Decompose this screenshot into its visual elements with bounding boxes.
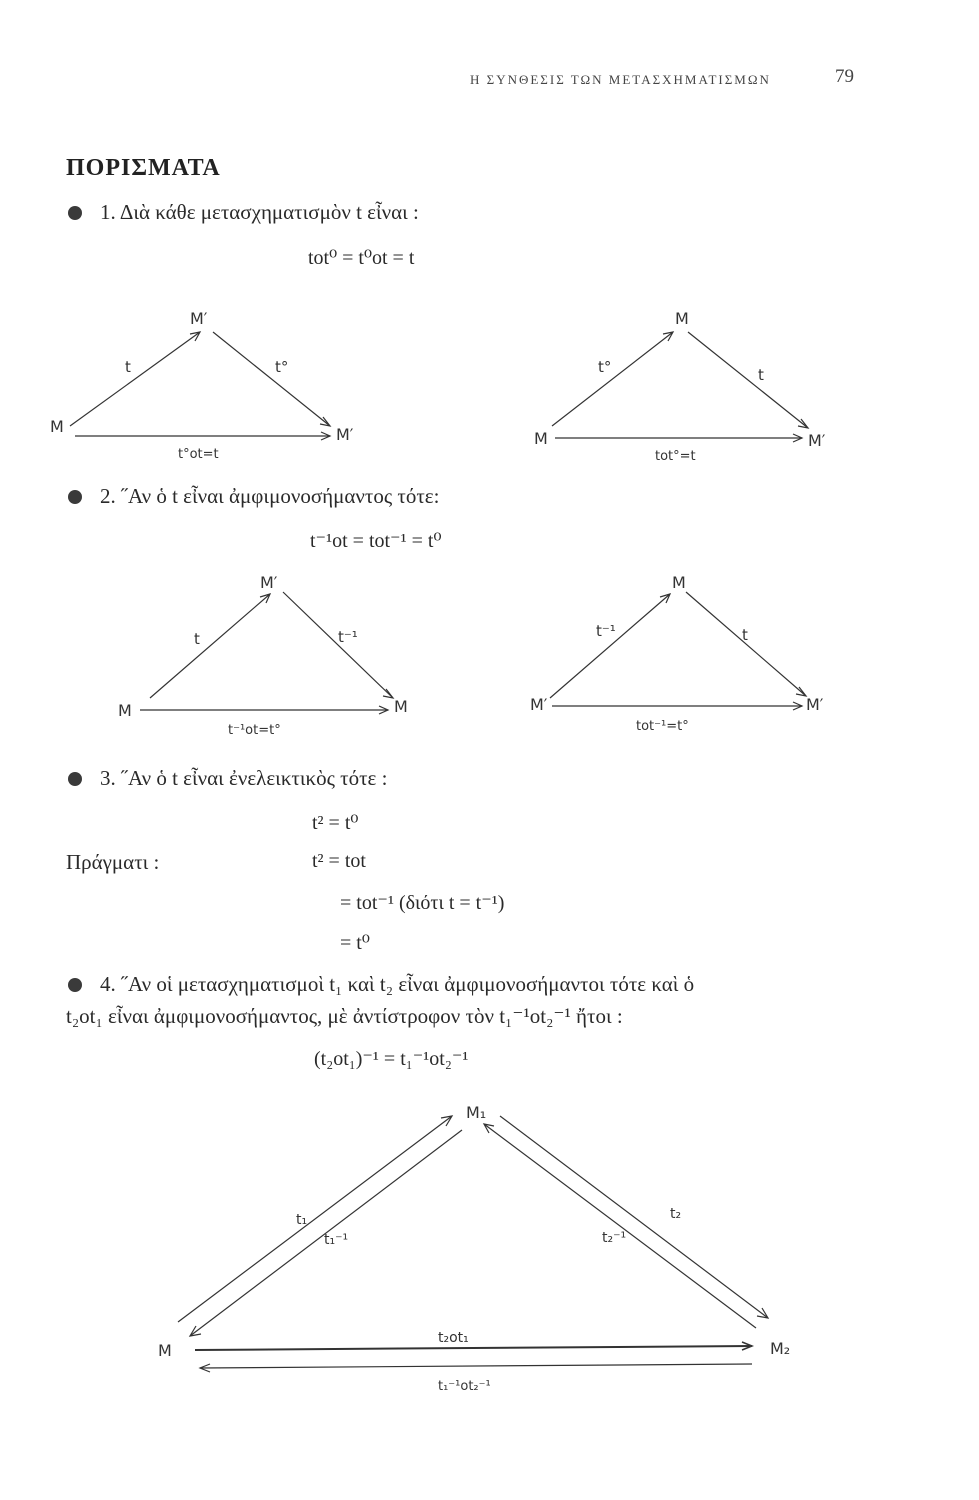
item-text: ˝Αν ὁ t εἶναι ἐνελεικτικὸς τότε : bbox=[121, 766, 388, 790]
diagram-2a bbox=[110, 570, 430, 750]
item-text: ˝Αν ὁ t εἶναι ἀμφιμονοσήμαντος τότε: bbox=[121, 484, 440, 508]
diagram-edge bbox=[688, 332, 808, 428]
formula-1: tot⁰ = t⁰ot = t bbox=[308, 247, 415, 269]
node-top: M bbox=[675, 309, 689, 328]
edge-label-right-inv: t₂⁻¹ bbox=[602, 1230, 627, 1246]
item-text: Διὰ κάθε μετασχηματισμὸν t εἶναι : bbox=[119, 200, 419, 224]
formula-3d: = t⁰ bbox=[340, 932, 370, 954]
node-left: M bbox=[534, 429, 548, 448]
edge-label-bottom: t°ot=t bbox=[178, 447, 219, 462]
node-left: M bbox=[118, 701, 132, 720]
diagram-edge bbox=[195, 1346, 752, 1350]
bullet-icon bbox=[68, 206, 82, 220]
edge-label-left-fwd: t₁ bbox=[296, 1212, 308, 1228]
edge-label-bottom: tot⁻¹=t° bbox=[636, 719, 689, 734]
edge-label-bottom-inv: t₁⁻¹ot₂⁻¹ bbox=[438, 1379, 491, 1394]
edge-label-right: t° bbox=[275, 358, 289, 376]
diagram-edge bbox=[178, 1116, 452, 1322]
bullet-icon bbox=[68, 772, 82, 786]
diagram-edge bbox=[70, 332, 200, 426]
node-top: M′ bbox=[260, 573, 278, 592]
node-top: M bbox=[672, 573, 686, 592]
edge-label-left: t⁻¹ bbox=[596, 622, 616, 640]
node-right: M′ bbox=[808, 431, 826, 450]
edge-label-left: t bbox=[125, 358, 131, 376]
node-left: M′ bbox=[530, 695, 548, 714]
item-number: 3. bbox=[100, 766, 116, 790]
node-top: M′ bbox=[190, 309, 208, 328]
bullet-icon bbox=[68, 978, 82, 992]
node-left: M bbox=[50, 417, 64, 436]
diagram-edge bbox=[213, 332, 330, 426]
item-number: 2. bbox=[100, 484, 116, 508]
diagram-edge bbox=[150, 594, 270, 698]
edge-label-bottom: tot°=t bbox=[655, 449, 696, 464]
edge-label-right-fwd: t₂ bbox=[670, 1206, 682, 1222]
edge-label-bottom: t⁻¹ot=t° bbox=[228, 723, 281, 738]
formula-2: t⁻¹ot = tot⁻¹ = t⁰ bbox=[310, 530, 442, 552]
running-header: Η ΣΥΝΘΕΣΙΣ ΤΩΝ ΜΕΤΑΣΧΗΜΑΤΙΣΜΩΝ bbox=[470, 72, 771, 87]
diagram-2b bbox=[530, 570, 870, 750]
diagram-edge bbox=[500, 1116, 768, 1318]
edge-label-left: t bbox=[194, 630, 200, 648]
item-4 bbox=[100, 972, 694, 997]
item-text: ˝Αν οἱ μετασχηματισμοὶ t₁ καὶ t₂ εἶναι ἀμφιμονοσήμαντοι τότε καὶ ὁ bbox=[121, 972, 695, 996]
section-title: ΠΟΡΙΣΜΑΤΑ bbox=[66, 155, 221, 181]
edge-label-right: t⁻¹ bbox=[338, 628, 358, 646]
node-top: M₁ bbox=[466, 1103, 487, 1122]
item-2 bbox=[100, 484, 439, 509]
diagram-4 bbox=[140, 1100, 840, 1400]
node-right: M′ bbox=[806, 695, 824, 714]
item-3 bbox=[100, 766, 387, 791]
node-left: M bbox=[158, 1341, 172, 1360]
formula-3b: t² = tot bbox=[312, 850, 366, 872]
formula-4: (t₂ot₁)⁻¹ = t₁⁻¹ot₂⁻¹ bbox=[314, 1048, 469, 1070]
diagram-edge bbox=[550, 594, 670, 698]
diagram-edge bbox=[552, 332, 673, 426]
diagram-edge bbox=[200, 1364, 752, 1368]
node-right: M₂ bbox=[770, 1339, 791, 1358]
item-number: 1. bbox=[100, 200, 116, 224]
formula-3c: = tot⁻¹ (διότι t = t⁻¹) bbox=[340, 892, 505, 914]
proof-label: Πράγματι : bbox=[66, 850, 160, 874]
bullet-icon bbox=[68, 490, 82, 504]
formula-3a: t² = t⁰ bbox=[312, 812, 359, 834]
node-right: M′ bbox=[336, 425, 354, 444]
diagram-edge bbox=[686, 592, 806, 696]
diagram-1a bbox=[40, 300, 440, 475]
edge-label-right: t bbox=[758, 366, 764, 384]
edge-label-right: t bbox=[742, 626, 748, 644]
page-number: 79 bbox=[835, 66, 854, 87]
diagram-1b bbox=[530, 300, 870, 475]
edge-label-bottom-fwd: t₂ot₁ bbox=[438, 1330, 469, 1346]
item-1 bbox=[100, 200, 419, 225]
item-number: 4. bbox=[100, 972, 116, 996]
edge-label-left-inv: t₁⁻¹ bbox=[324, 1232, 349, 1248]
node-right: M bbox=[394, 697, 408, 716]
edge-label-left: t° bbox=[598, 358, 612, 376]
item-4-continuation: t₂ot₁ εἶναι ἀμφιμονοσήμαντος, μὲ ἀντίστροφον τὸν t₁⁻¹ot₂⁻¹ ἤτοι : bbox=[66, 1004, 623, 1028]
diagram-edge bbox=[484, 1124, 756, 1328]
